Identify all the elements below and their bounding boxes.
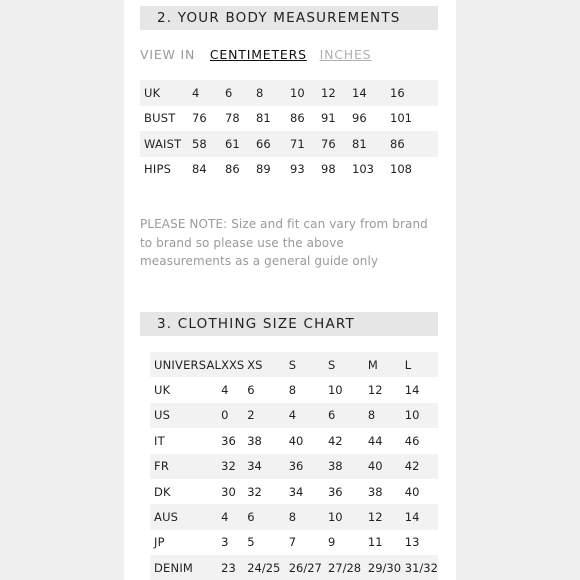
row-label: FR xyxy=(150,454,221,479)
table-cell: 14 xyxy=(352,80,390,106)
table-cell: 11 xyxy=(368,530,405,555)
table-cell: 76 xyxy=(321,131,352,157)
table-row xyxy=(150,352,438,377)
unit-toggle xyxy=(140,46,371,64)
table-cell: 38 xyxy=(328,454,368,479)
table-cell: S xyxy=(289,352,328,377)
row-label: AUS xyxy=(150,504,221,529)
table-cell: 14 xyxy=(405,504,438,529)
table-cell: 12 xyxy=(368,504,405,529)
table-cell: 12 xyxy=(368,377,405,402)
table-cell: 14 xyxy=(405,377,438,402)
table-cell: 0 xyxy=(221,403,247,428)
table-cell: 26/27 xyxy=(289,555,328,580)
row-label: UK xyxy=(140,80,192,106)
table-cell: 6 xyxy=(247,504,289,529)
table-cell: 27/28 xyxy=(328,555,368,580)
table-cell: 2 xyxy=(247,403,289,428)
table-cell: L xyxy=(405,352,438,377)
table-row xyxy=(150,555,438,580)
table-cell: 10 xyxy=(328,504,368,529)
table-cell: 42 xyxy=(328,428,368,453)
table-cell: 7 xyxy=(289,530,328,555)
table-cell: 93 xyxy=(290,157,321,183)
table-cell: 29/30 xyxy=(368,555,405,580)
table-cell: 108 xyxy=(390,157,438,183)
table-cell: 10 xyxy=(290,80,321,106)
section-header-body-measurements xyxy=(140,6,438,30)
row-label: JP xyxy=(150,530,221,555)
row-label: DK xyxy=(150,479,221,504)
table-row xyxy=(150,454,438,479)
row-label: DENIM xyxy=(150,555,221,580)
inches-link[interactable]: INCHES xyxy=(319,47,372,62)
row-label: BUST xyxy=(140,106,192,132)
row-label: US xyxy=(150,403,221,428)
table-cell: 9 xyxy=(328,530,368,555)
table-cell: 36 xyxy=(289,454,328,479)
table-cell: 6 xyxy=(328,403,368,428)
centimeters-link[interactable]: CENTIMETERS xyxy=(209,47,307,62)
table-cell: 81 xyxy=(352,131,390,157)
table-row xyxy=(150,530,438,555)
table-cell: 6 xyxy=(225,80,256,106)
table-cell: 3 xyxy=(221,530,247,555)
table-cell: 46 xyxy=(405,428,438,453)
table-cell: 31/32 xyxy=(405,555,438,580)
table-cell: S xyxy=(328,352,368,377)
row-label: HIPS xyxy=(140,157,192,183)
table-cell: 76 xyxy=(192,106,225,132)
table-cell: 8 xyxy=(289,504,328,529)
row-label: UNIVERSAL xyxy=(150,352,221,377)
body-measurements-table xyxy=(140,80,438,182)
table-cell: 44 xyxy=(368,428,405,453)
table-row xyxy=(150,428,438,453)
table-row xyxy=(140,106,438,132)
section-header-clothing-size-chart xyxy=(140,312,438,336)
table-cell: 10 xyxy=(405,403,438,428)
table-cell: 101 xyxy=(390,106,438,132)
section-title: 2. YOUR BODY MEASUREMENTS xyxy=(157,10,401,26)
table-cell: 8 xyxy=(368,403,405,428)
table-cell: 58 xyxy=(192,131,225,157)
table-cell: 86 xyxy=(290,106,321,132)
table-cell: 30 xyxy=(221,479,247,504)
table-cell: 66 xyxy=(256,131,290,157)
table-row xyxy=(140,157,438,183)
table-cell: M xyxy=(368,352,405,377)
table-cell: 36 xyxy=(221,428,247,453)
table-cell: 16 xyxy=(390,80,438,106)
table-cell: 34 xyxy=(247,454,289,479)
table-cell: 34 xyxy=(289,479,328,504)
table-cell: 8 xyxy=(289,377,328,402)
row-label: IT xyxy=(150,428,221,453)
table-cell: 32 xyxy=(221,454,247,479)
table-cell: 86 xyxy=(390,131,438,157)
table-cell: 10 xyxy=(328,377,368,402)
fit-note: PLEASE NOTE: Size and fit can vary from brand to brand so please use the above measurements as a general guide only xyxy=(140,217,428,268)
table-cell: 36 xyxy=(328,479,368,504)
section-title: 3. CLOTHING SIZE CHART xyxy=(157,316,355,332)
table-row xyxy=(150,403,438,428)
table-cell: XXS xyxy=(221,352,247,377)
view-in-label: VIEW IN xyxy=(140,47,196,62)
table-cell: 38 xyxy=(368,479,405,504)
table-cell: 84 xyxy=(192,157,225,183)
table-row xyxy=(140,80,438,106)
table-cell: 71 xyxy=(290,131,321,157)
table-cell: 40 xyxy=(405,479,438,504)
table-cell: 78 xyxy=(225,106,256,132)
table-cell: 32 xyxy=(247,479,289,504)
table-row xyxy=(140,131,438,157)
table-cell: XS xyxy=(247,352,289,377)
table-cell: 4 xyxy=(192,80,225,106)
table-row xyxy=(150,479,438,504)
table-cell: 12 xyxy=(321,80,352,106)
table-cell: 4 xyxy=(221,377,247,402)
table-cell: 23 xyxy=(221,555,247,580)
table-cell: 98 xyxy=(321,157,352,183)
table-cell: 4 xyxy=(289,403,328,428)
table-cell: 86 xyxy=(225,157,256,183)
table-cell: 24/25 xyxy=(247,555,289,580)
table-cell: 40 xyxy=(368,454,405,479)
table-cell: 61 xyxy=(225,131,256,157)
size-guide-panel xyxy=(124,0,456,580)
table-cell: 96 xyxy=(352,106,390,132)
table-cell: 91 xyxy=(321,106,352,132)
table-cell: 13 xyxy=(405,530,438,555)
table-cell: 42 xyxy=(405,454,438,479)
clothing-size-table xyxy=(150,352,438,580)
table-cell: 4 xyxy=(221,504,247,529)
row-label: UK xyxy=(150,377,221,402)
table-cell: 38 xyxy=(247,428,289,453)
table-row xyxy=(150,504,438,529)
table-cell: 103 xyxy=(352,157,390,183)
table-cell: 5 xyxy=(247,530,289,555)
table-cell: 89 xyxy=(256,157,290,183)
table-cell: 81 xyxy=(256,106,290,132)
table-cell: 8 xyxy=(256,80,290,106)
table-cell: 6 xyxy=(247,377,289,402)
table-cell: 40 xyxy=(289,428,328,453)
row-label: WAIST xyxy=(140,131,192,157)
table-row xyxy=(150,377,438,402)
